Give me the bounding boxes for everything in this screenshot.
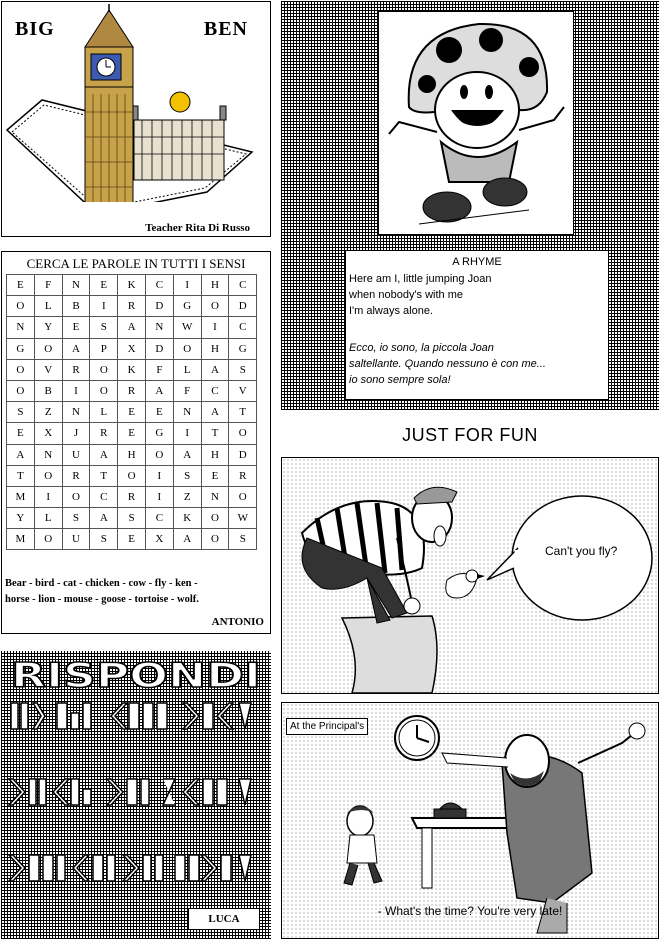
word-search-cell: O	[34, 529, 62, 550]
rhyme-line: I'm always alone.	[349, 305, 434, 317]
word-search-cell: B	[34, 380, 62, 401]
word-search-cell: N	[7, 317, 35, 338]
word-search-panel	[1, 251, 271, 634]
principal-cartoon-panel	[281, 702, 659, 939]
word-search-cell: K	[173, 508, 201, 529]
word-search-cell: B	[62, 296, 90, 317]
rhyme-line: when nobody's with me	[349, 289, 463, 301]
word-search-cell: I	[145, 465, 173, 486]
word-search-cell: S	[118, 508, 146, 529]
word-search-cell: C	[90, 486, 118, 507]
word-search-row	[7, 423, 257, 444]
cartoon-caption: - What's the time? You're very late!	[377, 904, 563, 918]
word-search-row	[7, 486, 257, 507]
word-search-cell: Z	[34, 402, 62, 423]
word-search-cell: L	[34, 508, 62, 529]
rhyme-line: Ecco, io sono, la piccola Joan	[349, 342, 494, 354]
word-search-cell: S	[229, 529, 257, 550]
big-ben-panel	[1, 1, 271, 237]
word-search-cell: N	[173, 402, 201, 423]
word-search-cell: G	[173, 296, 201, 317]
word-search-row	[7, 275, 257, 296]
word-search-cell: W	[173, 317, 201, 338]
teacher-credit: Teacher Rita Di Russo	[145, 222, 250, 234]
bird-cartoon-panel	[281, 457, 659, 694]
coded-question-line-3	[7, 847, 265, 887]
word-search-row	[7, 402, 257, 423]
word-search-cell: I	[173, 423, 201, 444]
word-search-cell: S	[90, 317, 118, 338]
word-search-cell: V	[34, 359, 62, 380]
word-search-row	[7, 508, 257, 529]
rhyme-line: Here am I, little jumping Joan	[349, 273, 492, 285]
word-search-cell: P	[90, 338, 118, 359]
word-search-cell: O	[173, 338, 201, 359]
word-search-cell: O	[7, 296, 35, 317]
word-search-cell: F	[145, 359, 173, 380]
word-search-cell: H	[201, 338, 229, 359]
word-search-row	[7, 444, 257, 465]
word-search-cell: O	[201, 296, 229, 317]
word-search-title: CERCA LE PAROLE IN TUTTI I SENSI	[26, 256, 246, 271]
word-search-cell: D	[145, 338, 173, 359]
rhyme-line: io sono sempre sola!	[349, 374, 451, 386]
word-list	[5, 576, 267, 608]
word-search-cell: O	[90, 359, 118, 380]
word-search-cell: L	[173, 359, 201, 380]
word-search-row	[7, 529, 257, 550]
word-search-cell: G	[7, 338, 35, 359]
word-search-cell: N	[62, 402, 90, 423]
word-search-cell: A	[173, 529, 201, 550]
word-search-cell: R	[90, 423, 118, 444]
word-search-cell: W	[229, 508, 257, 529]
word-search-cell: F	[173, 380, 201, 401]
word-search-cell: R	[62, 359, 90, 380]
word-search-cell: K	[118, 359, 146, 380]
word-search-cell: E	[62, 317, 90, 338]
word-search-cell: R	[118, 296, 146, 317]
word-search-cell: E	[118, 529, 146, 550]
principal-cartoon-illustration	[282, 703, 658, 938]
word-search-cell: M	[7, 486, 35, 507]
word-search-cell: C	[229, 275, 257, 296]
word-search-cell: A	[201, 359, 229, 380]
word-search-cell: O	[34, 338, 62, 359]
word-search-cell: C	[145, 508, 173, 529]
speech-bubble-text: Can't you fly?	[545, 544, 618, 558]
word-search-grid	[6, 274, 257, 550]
word-search-cell: S	[229, 359, 257, 380]
word-search-cell: I	[201, 317, 229, 338]
word-search-cell: J	[62, 423, 90, 444]
word-search-cell: D	[229, 444, 257, 465]
word-search-cell: T	[90, 465, 118, 486]
rhyme-line: saltellante. Quando nessuno è con me...	[349, 358, 546, 370]
word-search-author: ANTONIO	[211, 616, 264, 628]
word-search-row	[7, 380, 257, 401]
word-search-cell: X	[34, 423, 62, 444]
word-search-cell: M	[7, 529, 35, 550]
word-search-cell: H	[201, 275, 229, 296]
word-list-line: Bear - bird - cat - chicken - cow - fly - ken -	[5, 578, 198, 589]
word-search-cell: N	[145, 317, 173, 338]
word-list-line: horse - lion - mouse - goose - tortoise - wolf.	[5, 594, 199, 605]
jumping-joan-illustration	[379, 12, 573, 234]
rispondi-title	[7, 654, 265, 690]
word-search-cell: A	[62, 338, 90, 359]
word-search-cell: X	[145, 529, 173, 550]
rhyme-text-box	[345, 250, 609, 400]
bird-cartoon-illustration	[282, 458, 658, 693]
word-search-cell: T	[7, 465, 35, 486]
word-search-cell: V	[229, 380, 257, 401]
big-ben-illustration	[2, 2, 270, 202]
rispondi-panel	[1, 651, 271, 939]
word-search-cell: O	[201, 508, 229, 529]
word-search-cell: E	[7, 423, 35, 444]
word-search-cell: T	[201, 423, 229, 444]
word-search-cell: A	[201, 402, 229, 423]
just-for-fun-heading: JUST FOR FUN	[402, 425, 538, 445]
word-search-cell: E	[118, 423, 146, 444]
word-search-cell: E	[201, 465, 229, 486]
word-search-row	[7, 338, 257, 359]
word-search-cell: X	[118, 338, 146, 359]
word-search-row	[7, 317, 257, 338]
word-search-row	[7, 465, 257, 486]
word-search-cell: A	[173, 444, 201, 465]
word-search-cell: H	[201, 444, 229, 465]
word-search-cell: O	[229, 486, 257, 507]
word-search-cell: S	[173, 465, 201, 486]
word-search-cell: T	[229, 402, 257, 423]
coded-question-line-2	[7, 771, 265, 811]
word-search-cell: D	[229, 296, 257, 317]
coded-question-line-1	[7, 695, 265, 735]
principal-label: At the Principal's	[286, 718, 368, 735]
word-search-cell: G	[229, 338, 257, 359]
word-search-cell: A	[118, 317, 146, 338]
word-search-cell: C	[145, 275, 173, 296]
word-search-cell: N	[201, 486, 229, 507]
word-search-cell: R	[229, 465, 257, 486]
word-search-cell: Z	[173, 486, 201, 507]
rhyme-italian	[349, 340, 546, 388]
word-search-cell: O	[90, 380, 118, 401]
word-search-cell: H	[118, 444, 146, 465]
word-search-row	[7, 296, 257, 317]
mushroom-illustration-frame	[378, 11, 574, 235]
rhyme-english	[349, 271, 491, 319]
word-search-cell: E	[7, 275, 35, 296]
word-search-cell: N	[62, 275, 90, 296]
rhyme-title: A RHYME	[452, 256, 502, 268]
word-search-cell: G	[145, 423, 173, 444]
word-search-cell: L	[34, 296, 62, 317]
word-search-cell: O	[7, 359, 35, 380]
svg-text:RISPONDI: RISPONDI	[11, 656, 261, 690]
word-search-cell: I	[145, 486, 173, 507]
word-search-row	[7, 359, 257, 380]
word-search-cell: N	[34, 444, 62, 465]
word-search-cell: R	[118, 486, 146, 507]
word-search-cell: L	[90, 402, 118, 423]
rispondi-author: LUCA	[188, 908, 260, 930]
word-search-cell: K	[118, 275, 146, 296]
word-search-cell: Y	[7, 508, 35, 529]
word-search-cell: E	[90, 275, 118, 296]
big-title-word: BIG	[15, 18, 55, 40]
rhyme-panel	[281, 1, 659, 410]
word-search-cell: U	[62, 444, 90, 465]
word-search-cell: O	[145, 444, 173, 465]
word-search-cell: O	[229, 423, 257, 444]
word-search-cell: O	[201, 529, 229, 550]
word-search-cell: F	[34, 275, 62, 296]
word-search-cell: O	[62, 486, 90, 507]
word-search-cell: Y	[34, 317, 62, 338]
word-search-cell: C	[229, 317, 257, 338]
word-search-cell: A	[7, 444, 35, 465]
word-search-cell: C	[201, 380, 229, 401]
word-search-cell: I	[173, 275, 201, 296]
word-search-cell: I	[34, 486, 62, 507]
word-search-cell: D	[145, 296, 173, 317]
word-search-cell: S	[7, 402, 35, 423]
word-search-cell: U	[62, 529, 90, 550]
ben-title-word: BEN	[203, 18, 248, 40]
word-search-cell: R	[118, 380, 146, 401]
word-search-cell: A	[90, 444, 118, 465]
word-search-cell: O	[34, 465, 62, 486]
word-search-cell: O	[7, 380, 35, 401]
word-search-cell: E	[145, 402, 173, 423]
word-search-cell: O	[118, 465, 146, 486]
word-search-cell: S	[90, 529, 118, 550]
word-search-cell: A	[145, 380, 173, 401]
word-search-cell: S	[62, 508, 90, 529]
word-search-cell: A	[90, 508, 118, 529]
word-search-cell: I	[62, 380, 90, 401]
word-search-cell: R	[62, 465, 90, 486]
word-search-cell: I	[90, 296, 118, 317]
word-search-cell: E	[118, 402, 146, 423]
